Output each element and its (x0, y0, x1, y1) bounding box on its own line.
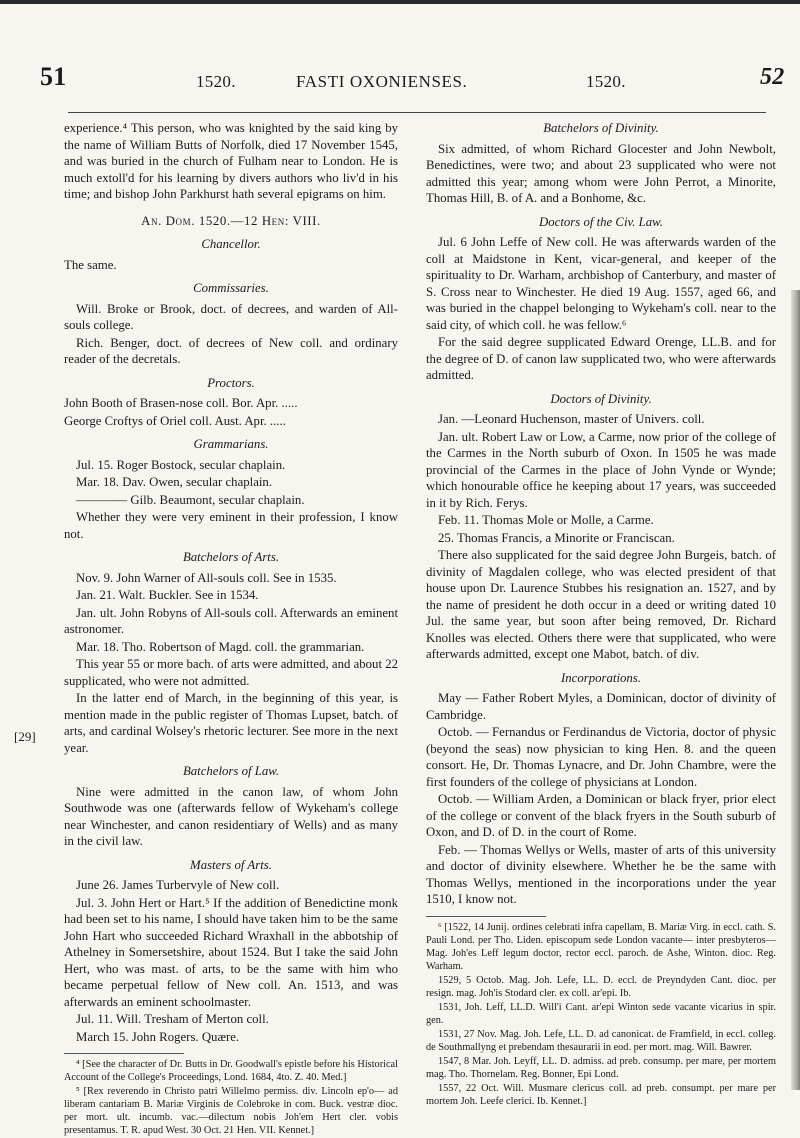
entry: Feb. — Thomas Wellys or Wells, master of arts of this university and doctor of divinity elsewhere. Whether he be the same with Thomas Wellys, mentioned in the incorporations under the year 1510, I know not. (426, 842, 776, 906)
running-title: FASTI OXONIENSES. (296, 72, 468, 91)
entry: Jul. 6 John Leffe of New coll. He was afterwards warden of the coll at Maidstone in Kent, vicar-general, and keeper of the spirituality to Dr. Warham, archbishop of Canterbury, and master of S. Cross near to Winchester. He died 19 Aug. 1557, aged 66, and was buried in the chappel belonging to Wykeham's coll. near to the said city, of which coll. he was fellow.⁶ (426, 235, 776, 332)
entry: 25. Thomas Francis, a Minorite or Franciscan. (438, 530, 675, 545)
entry: Jul. 3. John Hert or Hart.⁵ If the addition of Benedictine monk had been set to his name, I should have taken him to be the same John Hart who succeeded Richard Wraxhall in the abbotship of Athelney in Somersetshire, about 1524. But I take the said John Hert, who was mast. of arts, to be the same with him who became perpetual fellow of New coll. An. 1513, and was afterwards an eminent schoolmaster. (64, 895, 398, 1009)
footnote: 1531, 27 Nov. Mag. Joh. Lefe, LL. D. ad canonicat. de Framfield, in eccl. colleg. de Southmallyng et prebendam thesaurarii in eod. per mort. mag. Will. Bawrer. (426, 1028, 776, 1053)
section-heading: Proctors. (207, 375, 255, 390)
footnote: ⁴ [See the character of Dr. Butts in Dr. Goodwall's epistle before his Historical Account of the College's Proceedings, Lond. 1684, 4to. Z. 40. Med.] (64, 1059, 398, 1083)
entry: Will. Broke or Brook, doct. of decrees, and warden of All-souls college. (64, 301, 398, 332)
entry: ———— Gilb. Beaumont, secular chaplain. (76, 492, 305, 507)
entry: Jul. 15. Roger Bostock, secular chaplain. (76, 457, 286, 472)
entry: March 15. John Rogers. Quære. (76, 1029, 240, 1044)
page-number-right: 52 (760, 64, 785, 90)
entry: The same. (64, 257, 117, 272)
footnote: 1557, 22 Oct. Will. Musmare clericus coll. ad preb. consumpt. per mare per mortem Joh. Leefe clerici. Ib. Kennet.] (426, 1082, 776, 1107)
entry: John Booth of Brasen-nose coll. Bor. Apr. ..... (64, 396, 298, 410)
paragraph: experience.⁴ This person, who was knighted by the said king by the name of William Butts of Norfolk, died 17 November 1545, and was buried in the church of Fulham near to London. He is much extoll'd for his learning by divers authors who liv'd in his time; and bishop John Parkhurst hath several epigrams on him. (64, 121, 398, 201)
header-rule (68, 112, 766, 113)
entry: For the said degree supplicated Edward Orenge, LL.B. and for the degree of D. of canon law supplicated two, who were afterwards admitted. (426, 335, 776, 382)
footnote: ⁶ [1522, 14 Junij. ordines celebrati infra capellam, B. Mariæ Virg. in eccl. cath. S. Pauli Lond. per Tho. Liden. episcopum sede London vacante— inter presbyteros—Mag. Joh'es Leff legum doctor, rector eccl. paroch. de Ashe, Winton. dioc. Reg. Warham. (426, 921, 776, 972)
entry: There also supplicated for the said degree John Burgeis, batch. of divinity of Magdalen college, who was elected president of that house upon Dr. Laurence Stubbes his resignation an. 1527, and by the name of president he doth occur in a deed or writing dated 10 Jul. the same year, but soon after being removed, Dr. Richard Knolles was elected. Others there were that supplicated, who were afterwards admitted, except one Mabot, batch. of div. (426, 548, 776, 661)
section-heading: Chancellor. (201, 237, 261, 251)
year-right: 1520. (586, 72, 626, 91)
entry: June 26. James Turbervyle of New coll. (76, 878, 280, 892)
entry: Jan. ult. John Robyns of All-souls coll. Afterwards an eminent astronomer. (64, 605, 398, 636)
left-column (64, 120, 398, 1138)
section-heading: Batchelors of Law. (182, 764, 280, 778)
margin-page-reference: [29] (14, 729, 36, 744)
entry: Six admitted, of whom Richard Glocester and John Newbolt, Benedictines, were two; and about 23 supplicated who were not admitted this year; among whom were John Perrot, a Minorite, Thomas Hill, B. of A. and a Bonhome, &c. (426, 141, 776, 205)
entry: Jan. ult. Robert Law or Low, a Carme, now prior of the college of the Carmes in the North suburb of Oxon. In 1505 he was made provincial of the Carmes in the place of John Vynde or Wynde; which honourable office he keeping about 17 years, was succeeded in it by Rich. Ferys. (426, 429, 776, 510)
year-left: 1520. (196, 72, 236, 91)
entry: Octob. — William Arden, a Dominican or black fryer, prior elect of the college or convent of the black fryers in the South suburb of Oxon, and D. of D. in the court of Rome. (426, 792, 776, 839)
section-heading: Doctors of Divinity. (550, 391, 652, 406)
entry: Nov. 9. John Warner of All-souls coll. See in 1535. (76, 570, 337, 585)
entry: Mar. 18. Dav. Owen, secular chaplain. (76, 475, 273, 489)
section-heading: Batchelors of Divinity. (543, 121, 659, 135)
footnote-rule (64, 1053, 184, 1054)
entry: Whether they were very eminent in their profession, I know not. (64, 510, 398, 541)
section-heading: Doctors of the Civ. Law. (539, 214, 663, 229)
year-heading: An. Dom. 1520.—12 Hen: VIII. (141, 213, 321, 228)
section-heading: Commissaries. (193, 281, 269, 295)
section-heading: Incorporations. (561, 670, 641, 685)
section-heading: Batchelors of Arts. (182, 550, 280, 564)
entry: Rich. Benger, doct. of decrees of New coll. and ordinary reader of the decretals. (64, 335, 398, 366)
entry: This year 55 or more bach. of arts were admitted, and about 22 supplicated, who were not admitted. (64, 657, 398, 688)
section-heading: Grammarians. (193, 437, 269, 451)
top-rule (0, 0, 800, 4)
entry: May — Father Robert Myles, a Dominican, doctor of divinity of Cambridge. (426, 691, 776, 722)
entry: Jul. 11. Will. Tresham of Merton coll. (76, 1012, 269, 1026)
page-edge-shadow (791, 290, 800, 1090)
footnote: 1547, 8 Mar. Joh. Leyff, LL. D. admiss. ad preb. consump. per mare, per mortem mag. Tho. Thornelam. Reg. Bonner, Epi Lond. (426, 1055, 776, 1080)
right-column (426, 120, 776, 1109)
footnote-rule (426, 916, 546, 917)
running-header (0, 62, 800, 94)
footnote: 1531, Joh. Leff, LL.D. Will'i Cant. ar'epi Winton sede vacante vicarius in spir. gen. (426, 1001, 776, 1026)
entry: Jan. 21. Walt. Buckler. See in 1534. (76, 588, 259, 602)
entry: In the latter end of March, in the beginning of this year, is mention made in the public register of Thomas Lupset, batch. of arts, and cardinal Wolsey's rhetoric lecturer. See more in the next year. (64, 691, 398, 755)
section-heading: Masters of Arts. (190, 857, 272, 872)
entry: Octob. — Fernandus or Ferdinandus de Victoria, doctor of physic (beyond the seas) now physician to king Hen. 8. and the queen consort. He, Dr. Thomas Lynacre, and Dr. John Chambre, were the first founders of the college of physicians at London. (426, 725, 776, 789)
entry: George Croftys of Oriel coll. Aust. Apr. ..... (64, 413, 286, 428)
entry: Mar. 18. Tho. Robertson of Magd. coll. the grammarian. (76, 639, 365, 654)
entry: Jan. —Leonard Huchenson, master of Univers. coll. (438, 412, 705, 426)
footnote: 1529, 5 Octob. Mag. Joh. Lefe, LL. D. eccl. de Preyndyden Cant. dioc. per resign. mag. Joh'is Stodard cler. ex coll. ar'epi. Ib. (426, 974, 776, 999)
entry: Feb. 11. Thomas Mole or Molle, a Carme. (438, 513, 654, 527)
page-number-left: 51 (40, 62, 67, 91)
entry: Nine were admitted in the canon law, of whom John Southwode was one (afterwards fellow of Wykeham's college near Winchester, and canon residentiary of Wells) and as many in the civil law. (64, 784, 398, 848)
footnote: ⁵ [Rex reverendo in Christo patri Willelmo permiss. div. Lincoln ep'o— ad liberam cantariam B. Mariæ Virginis de Colebroke in com. Buck. vestræ dioc. per mort. ult. incumb. vac.—dilectum nobis Joh'em Hert cler. vobis presentamus. T. R. apud West. 30 Oct. 21 Hen. VII. Kennet.] (64, 1086, 398, 1136)
